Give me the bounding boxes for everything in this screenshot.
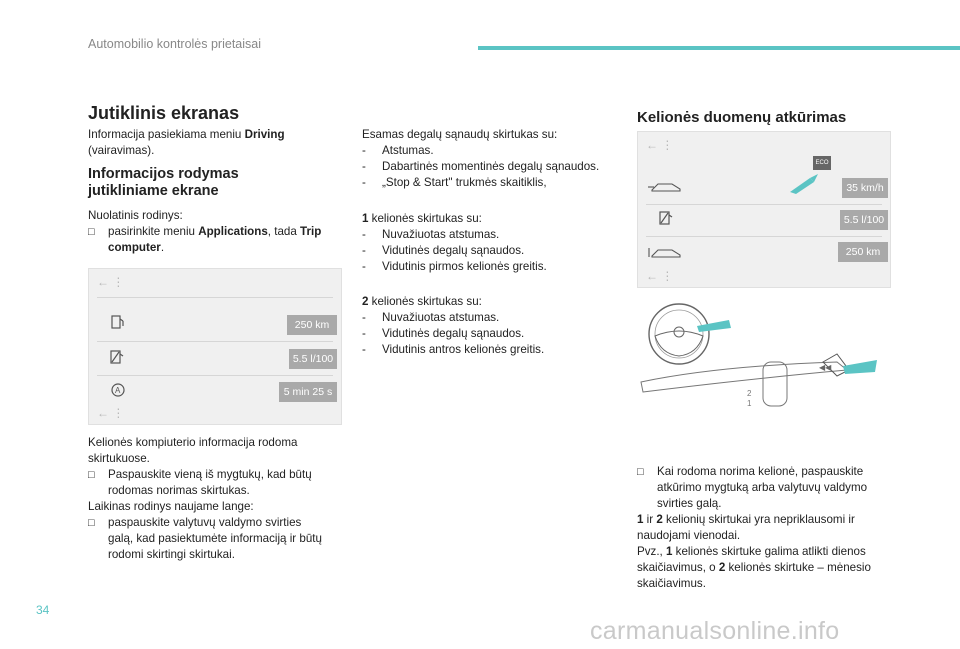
- trip1-tab-list: 1 kelionės skirtukas su: - Nuvažiuotas atstumas. - Vidutinės degalų sąnaudos. - Vidutinis pirmos kelionės greitis.: [362, 212, 547, 273]
- stop-start-icon: [110, 382, 126, 398]
- current-tab-list: Esamas degalų sąnaudų skirtukas su: - Atstumas. - Dabartinės momentinės degalų sąnaudos. - „Stop & Start" trukmės skaitiklis,: [362, 128, 600, 189]
- average-speed-value: 35 km/h: [842, 178, 888, 198]
- tabs-explanation: Kelionės kompiuterio informacija rodoma skirtukuose. □ Paspauskite vieną iš mygtukų, kad būtų rodomas norimas skirtukas. Laikinas rodinys naujame lange: □ paspauskite valytuvų valdymo svirties galą, kad pasiektumėte informaciją ir būtų rodomi skirtingi skirtukai.: [88, 436, 322, 561]
- fuel-consumption-icon: [109, 349, 125, 365]
- distance-car-icon: [648, 246, 684, 260]
- trip-reset-screen: [637, 131, 891, 288]
- stop-start-duration: 5 min 25 s: [279, 382, 337, 402]
- svg-text:1: 1: [747, 399, 752, 408]
- watermark: carmanualsonline.info: [590, 617, 840, 645]
- page-number: 34: [36, 603, 50, 617]
- checkbox-bullet-icon: □: [637, 466, 644, 478]
- section-title: Jutiklinis ekranas: [88, 103, 240, 123]
- intro-paragraph: Informacija pasiekiama meniu Driving (vairavimas).: [88, 128, 285, 157]
- fuel-pump-icon: [111, 315, 125, 329]
- default-display-text: Nuolatinis rodinys: □ pasirinkite meniu Applications, tada Trip computer.: [88, 209, 322, 254]
- speed-car-icon: [648, 180, 684, 194]
- trip-computer-screen: [88, 268, 342, 425]
- svg-text:A: A: [115, 386, 121, 395]
- bottom-nav-icon: ← ⋮: [97, 406, 125, 420]
- svg-text:2: 2: [747, 389, 752, 398]
- checkbox-bullet-icon: □: [88, 469, 95, 481]
- checkbox-bullet-icon: □: [88, 226, 95, 238]
- consumption-value: 5.5 l/100: [289, 349, 337, 369]
- svg-text:◀◀: ◀◀: [819, 363, 832, 372]
- running-header: Automobilio kontrolės prietaisai: [88, 37, 262, 51]
- reset-instructions: □ Kai rodoma norima kelionė, paspauskite atkūrimo mygtuką arba valytuvų valdymo svirties galą. 1 ir 2 kelionių skirtukai yra nepriklausomi ir naudojami vienodai. Pvz., 1 kelionės skirtuke galima atlikti dienos skaičiavimus, o 2 kelionės skirtuke – mėnesio skaičiavimus.: [637, 465, 871, 590]
- consumption-value: 5.5 l/100: [840, 210, 888, 230]
- header-accent-bar: [478, 46, 960, 50]
- steering-wheel-stalk-illustration: [637, 296, 889, 446]
- fuel-consumption-icon: [658, 210, 674, 226]
- bottom-nav-icon: ← ⋮: [646, 269, 674, 283]
- subsection-title: Informacijos rodymas jutikliniame ekrane: [88, 166, 239, 199]
- checkbox-bullet-icon: □: [88, 517, 95, 529]
- trip-distance-value: 250 km: [838, 242, 888, 262]
- back-arrow-icon: ← ⋮: [97, 275, 125, 289]
- distance-value: 250 km: [287, 315, 337, 335]
- pointing-hand-icon: [788, 172, 824, 194]
- trip2-tab-list: 2 kelionės skirtukas su: - Nuvažiuotas atstumas. - Vidutinės degalų sąnaudos. - Vidutinis antros kelionės greitis.: [362, 295, 545, 356]
- eco-reset-button[interactable]: ECO: [813, 156, 831, 170]
- reset-section-title: Kelionės duomenų atkūrimas: [637, 109, 847, 126]
- back-arrow-icon: ← ⋮: [646, 138, 674, 152]
